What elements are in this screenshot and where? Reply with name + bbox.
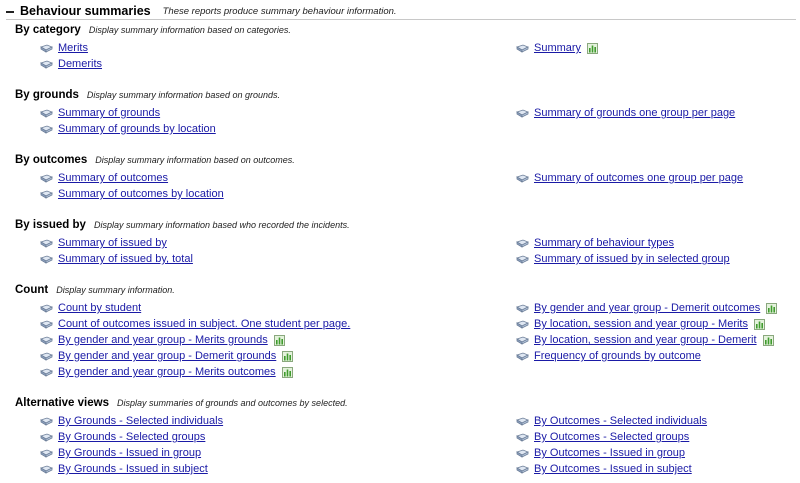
report-link-item: [40, 186, 224, 202]
report-link-item: [516, 170, 743, 186]
section-header: [6, 2, 796, 20]
bar-chart-icon[interactable]: [766, 303, 777, 314]
report-link-item: [40, 332, 350, 348]
report-book-icon: [516, 239, 529, 248]
report-link-item: [40, 445, 223, 461]
report-column-left: [40, 413, 223, 477]
report-book-icon: [40, 255, 53, 264]
report-link-item: [40, 170, 224, 186]
report-book-icon: [516, 449, 529, 458]
report-link[interactable]: Summary of issued by: [58, 237, 167, 249]
report-link[interactable]: By location, session and year group - Demerit: [534, 334, 757, 346]
report-link[interactable]: By gender and year group - Demerit grounds: [58, 350, 277, 362]
report-link-item: [40, 461, 223, 477]
report-book-icon: [40, 336, 53, 345]
report-link[interactable]: By Grounds - Selected groups: [58, 431, 206, 443]
report-link-item: [40, 235, 193, 251]
report-link[interactable]: By Grounds - Issued in group: [58, 447, 202, 459]
report-book-icon: [40, 352, 53, 361]
section-title: By issued by: [15, 219, 86, 231]
report-section: [15, 219, 795, 265]
report-book-icon: [40, 190, 53, 199]
report-book-icon: [516, 352, 529, 361]
report-link-item: [40, 364, 350, 380]
report-link-item: [516, 348, 777, 364]
report-section: [15, 89, 795, 135]
report-link[interactable]: By Outcomes - Selected groups: [534, 431, 690, 443]
report-link-item: [40, 56, 102, 72]
report-column-left: [40, 105, 216, 137]
report-link[interactable]: Frequency of grounds by outcome: [534, 350, 701, 362]
report-link[interactable]: Summary of outcomes: [58, 172, 169, 184]
report-book-icon: [516, 336, 529, 345]
report-link[interactable]: By Outcomes - Selected individuals: [534, 415, 708, 427]
section-title: Alternative views: [15, 397, 109, 409]
report-column-right: [516, 235, 730, 267]
report-book-icon: [40, 465, 53, 474]
section-title: Count: [15, 284, 49, 296]
report-link-item: [516, 105, 735, 121]
report-link-item: [516, 235, 730, 251]
report-link[interactable]: By gender and year group - Merits grounds: [58, 334, 268, 346]
report-link[interactable]: Summary of issued by, total: [58, 253, 193, 265]
report-link-item: [516, 300, 777, 316]
report-column-right: [516, 300, 777, 364]
bar-chart-icon[interactable]: [282, 351, 293, 362]
bar-chart-icon[interactable]: [282, 367, 293, 378]
report-column-right: [516, 40, 598, 56]
section-heading: [15, 397, 795, 411]
report-book-icon: [40, 125, 53, 134]
page-title: Behaviour summaries: [20, 4, 151, 18]
report-link-item: [40, 251, 193, 267]
report-link-item: [40, 413, 223, 429]
section-title: By grounds: [15, 89, 79, 101]
report-book-icon: [516, 320, 529, 329]
report-link[interactable]: By Outcomes - Issued in group: [534, 447, 686, 459]
report-column-right: [516, 413, 707, 477]
report-column-left: [40, 40, 102, 72]
report-link[interactable]: Demerits: [58, 58, 103, 70]
report-link-item: [40, 105, 216, 121]
report-link-item: [516, 40, 598, 56]
report-book-icon: [40, 433, 53, 442]
report-column-left: [40, 300, 350, 380]
collapse-minus-icon[interactable]: [6, 11, 14, 13]
bar-chart-icon[interactable]: [274, 335, 285, 346]
report-link[interactable]: By Outcomes - Issued in subject: [534, 463, 692, 475]
section-description: Display summaries of grounds and outcomes by selected.: [116, 398, 348, 408]
report-book-icon: [516, 304, 529, 313]
report-link[interactable]: Summary of behaviour types: [534, 237, 675, 249]
section-heading: [15, 284, 795, 298]
page-description: These reports produce summary behaviour information.: [162, 5, 397, 17]
report-book-icon: [40, 109, 53, 118]
report-link-item: [516, 461, 707, 477]
bar-chart-icon[interactable]: [587, 43, 598, 54]
report-book-icon: [40, 449, 53, 458]
section-heading: [15, 219, 795, 233]
report-link[interactable]: Summary of outcomes by location: [58, 188, 224, 200]
report-column-right: [516, 170, 743, 186]
section-heading: [15, 154, 795, 168]
section-title: By outcomes: [15, 154, 88, 166]
report-link[interactable]: Summary: [534, 42, 582, 54]
report-link[interactable]: Summary of grounds one group per page: [534, 107, 736, 119]
report-link-item: [40, 429, 223, 445]
report-link[interactable]: Count of outcomes issued in subject. One student per page.: [58, 318, 351, 330]
report-book-icon: [40, 44, 53, 53]
report-link[interactable]: Merits: [58, 42, 88, 54]
report-column-right: [516, 105, 735, 121]
report-section: [15, 24, 795, 70]
report-section: [15, 284, 795, 378]
report-link-item: [40, 316, 350, 332]
report-book-icon: [40, 417, 53, 426]
report-link[interactable]: Summary of issued by in selected group: [534, 253, 730, 265]
report-link[interactable]: Summary of outcomes one group per page: [534, 172, 744, 184]
report-book-icon: [516, 44, 529, 53]
report-link[interactable]: By gender and year group - Merits outcomes: [58, 366, 276, 378]
report-link-item: [516, 316, 777, 332]
report-link[interactable]: By Grounds - Selected individuals: [58, 415, 224, 427]
report-column-left: [40, 170, 224, 202]
report-section: [15, 154, 795, 200]
report-book-icon: [516, 109, 529, 118]
report-link[interactable]: Summary of grounds by location: [58, 123, 216, 135]
section-description: Display summary information based on categories.: [88, 25, 291, 35]
bar-chart-icon[interactable]: [754, 319, 765, 330]
section-title: By category: [15, 24, 81, 36]
section-heading: [15, 24, 795, 38]
report-book-icon: [40, 239, 53, 248]
report-link-item: [40, 121, 216, 137]
report-book-icon: [40, 174, 53, 183]
report-link-item: [516, 332, 777, 348]
report-column-left: [40, 235, 193, 267]
report-link-item: [516, 251, 730, 267]
report-book-icon: [40, 320, 53, 329]
bar-chart-icon[interactable]: [763, 335, 774, 346]
section-description: Display summary information.: [56, 285, 175, 295]
report-link[interactable]: By gender and year group - Demerit outcomes: [534, 302, 761, 314]
report-link-item: [516, 445, 707, 461]
report-book-icon: [40, 304, 53, 313]
section-description: Display summary information based who recorded the incidents.: [93, 220, 350, 230]
report-section: [15, 397, 795, 475]
report-link-item: [516, 413, 707, 429]
report-book-icon: [516, 465, 529, 474]
report-book-icon: [516, 174, 529, 183]
report-link[interactable]: By Grounds - Issued in subject: [58, 463, 208, 475]
report-book-icon: [516, 433, 529, 442]
report-link-item: [516, 429, 707, 445]
section-description: Display summary information based on grounds.: [86, 90, 280, 100]
report-link[interactable]: Summary of grounds: [58, 107, 161, 119]
report-book-icon: [516, 255, 529, 264]
report-book-icon: [516, 417, 529, 426]
report-link[interactable]: By location, session and year group - Merits: [534, 318, 748, 330]
section-heading: [15, 89, 795, 103]
report-link-item: [40, 40, 102, 56]
report-link-item: [40, 348, 350, 364]
report-link-item: [40, 300, 350, 316]
report-book-icon: [40, 368, 53, 377]
report-book-icon: [40, 60, 53, 69]
section-description: Display summary information based on outcomes.: [95, 155, 295, 165]
report-link[interactable]: Count by student: [58, 302, 142, 314]
header-divider: [6, 19, 796, 20]
